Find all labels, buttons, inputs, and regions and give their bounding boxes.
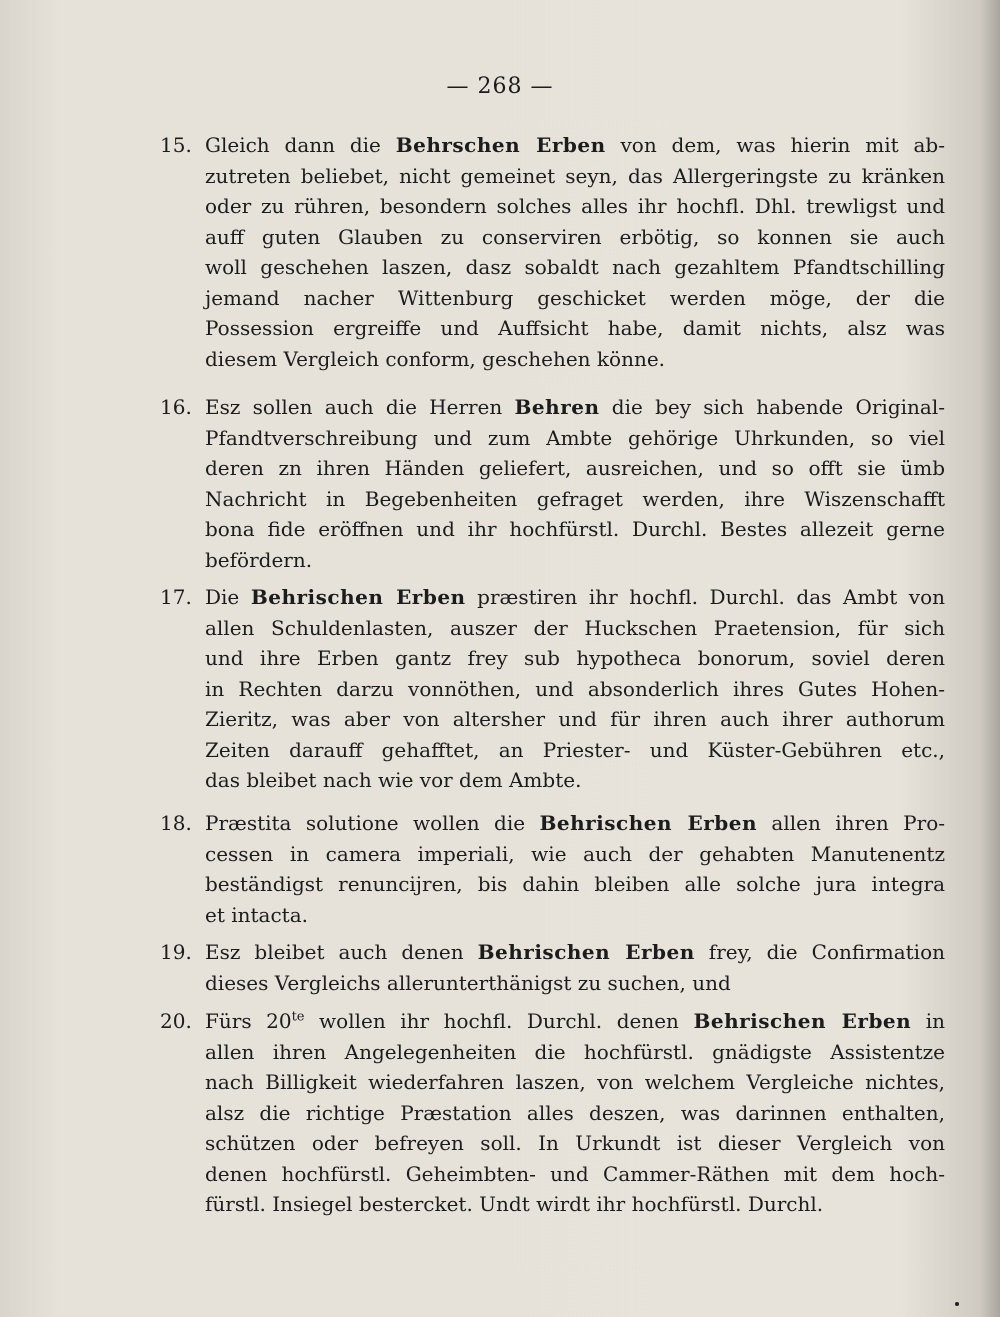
item-text xyxy=(205,808,945,930)
bold-name: Behren xyxy=(514,395,600,419)
text-line: nach Billigkeit wiederfahren laszen, von welchem Vergleiche nichtes, xyxy=(205,1070,945,1094)
text-line: zutreten beliebet, nicht gemeinet seyn, das Allergeringste zu kränken xyxy=(205,163,945,188)
text-line: auff guten Glauben zu conserviren erbötig, so konnen sie auch xyxy=(205,224,945,249)
list-item xyxy=(160,130,945,374)
text-line: schützen oder befreyen soll. In Urkundt ist dieser Vergleich von xyxy=(205,1131,945,1155)
text-line: Zieritz, was aber von altersher und für ihren auch ihrer authorum xyxy=(205,707,945,731)
text-line: allen Schuldenlasten, auszer der Huckschen Praetension, für sich xyxy=(205,615,945,640)
text-line: allen ihren Angelegenheiten die hochfürstl. gnädigste Assistentze xyxy=(205,1039,945,1064)
text-line: woll geschehen laszen, dasz sobaldt nach gezahltem Pfandtschilling xyxy=(205,255,945,279)
text-line: dieses Vergleichs allerunterthänigst zu suchen, und xyxy=(205,970,731,995)
bold-name: Behrischen Erben xyxy=(693,1009,912,1033)
text-line: denen hochfürstl. Geheimbten- und Cammer-Räthen mit dem hoch- xyxy=(205,1161,945,1186)
text-line: Pfandtverschreibung und zum Ambte gehörige Uhrkunden, so viel xyxy=(205,425,945,450)
item-number: 17. xyxy=(160,585,192,609)
text-line: oder zu rühren, besondern solches alles ihr hochfl. Dhl. trewligst und xyxy=(205,194,945,218)
item-text xyxy=(205,937,945,998)
bold-name: Behrischen Erben xyxy=(250,585,466,609)
list-item xyxy=(160,937,945,998)
bold-name: Behrschen Erben xyxy=(395,133,606,157)
text-line: jemand nacher Wittenburg geschicket werden möge, der die xyxy=(205,285,945,310)
item-text xyxy=(205,130,945,374)
list-item xyxy=(160,392,945,575)
text-line: fürstl. Insiegel bestercket. Undt wirdt ihr hochfürstl. Durchl. xyxy=(205,1192,824,1216)
item-number: 19. xyxy=(160,940,192,964)
list-item xyxy=(160,1006,945,1220)
text-line: Zeiten darauff gehafftet, an Priester- und Küster-Gebühren etc., xyxy=(205,737,945,762)
bold-name: Behrischen Erben xyxy=(477,940,695,964)
text-line: in Rechten darzu vonnöthen, und absonderlich ihres Gutes Hohen- xyxy=(205,676,945,701)
text-line: Die Behrischen Erben præstiren ihr hochfl. Durchl. das Ambt von xyxy=(205,585,946,609)
text-line: et intacta. xyxy=(205,902,308,927)
text-line: befördern. xyxy=(205,547,313,572)
text-line: das bleibet nach wie vor dem Ambte. xyxy=(205,768,582,792)
text-line: Fürs $20^{te}$ wollen ihr hochfl. Durchl. denen Behrischen Erben in xyxy=(205,1009,946,1033)
text-line: cessen in camera imperiali, wie auch der gehabten Manutenentz xyxy=(205,841,945,866)
page-number: — 268 — xyxy=(446,74,554,99)
text-line: Præstita solutione wollen die Behrischen Erben allen ihren Pro- xyxy=(205,811,945,835)
text-line: alsz die richtige Præstation alles deszen, was darinnen enthalten, xyxy=(205,1100,945,1125)
item-number: 20. xyxy=(160,1009,192,1033)
item-number: 18. xyxy=(160,811,192,835)
text-line: bona fide eröffnen und ihr hochfürstl. Durchl. Bestes allezeit gerne xyxy=(205,517,945,541)
list-item xyxy=(160,808,945,930)
text-line: Esz bleibet auch denen Behrischen Erben frey, die Confirmation xyxy=(205,940,946,964)
text-line: Esz sollen auch die Herren Behren die bey sich habende Original- xyxy=(205,395,945,419)
bold-name: Behrischen Erben xyxy=(539,811,758,835)
item-number: 16. xyxy=(160,395,192,419)
item-text xyxy=(205,1006,945,1220)
text-line: Gleich dann die Behrschen Erben von dem, was hierin mit ab- xyxy=(205,133,945,157)
text-line: und ihre Erben gantz frey sub hypotheca bonorum, soviel deren xyxy=(205,646,945,670)
text-line: beständigst renuncijren, bis dahin bleiben alle solche jura integra xyxy=(205,872,945,896)
text-line: deren zn ihren Händen geliefert, ausreichen, und so offt sie ümb xyxy=(205,456,945,480)
text-line: diesem Vergleich conform, geschehen könne. xyxy=(205,346,666,371)
list-item xyxy=(160,582,945,796)
text-line: Nachricht in Begebenheiten gefraget werden, ihre Wiszenschafft xyxy=(205,486,945,511)
text-line: Possession ergreiffe und Auffsicht habe, damit nichts, alsz was xyxy=(205,316,945,340)
item-number: 15. xyxy=(160,133,192,157)
ink-speck xyxy=(955,1302,959,1306)
item-text xyxy=(205,392,945,575)
item-text xyxy=(205,582,945,796)
